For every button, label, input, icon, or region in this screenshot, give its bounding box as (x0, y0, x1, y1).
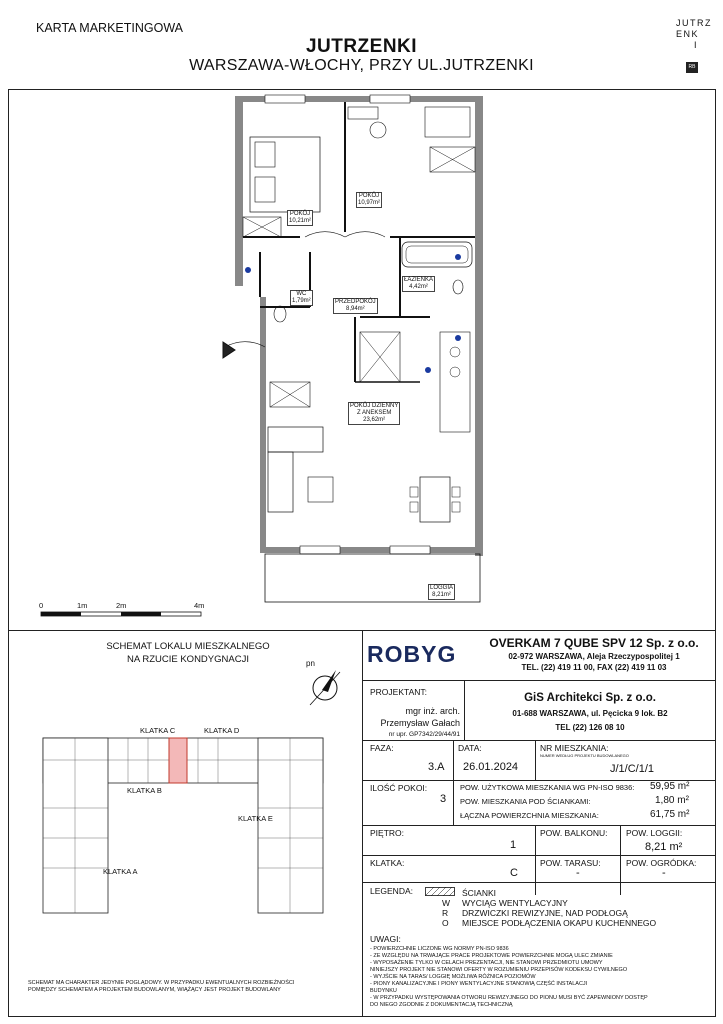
divider (362, 630, 363, 1017)
data-value: 26.01.2024 (463, 761, 519, 773)
uwagi-title: UWAGI: (370, 934, 401, 944)
legend-symbol: R (442, 908, 449, 918)
loggia-value: 8,21 m² (645, 841, 683, 853)
investor-name: OVERKAM 7 QUBE SPV 12 Sp. z o.o. (489, 636, 699, 650)
schema-title-2: NA RZUCIE KONDYGNACJI (127, 654, 249, 665)
pokoje-label: ILOŚĆ POKOI: (370, 783, 428, 793)
klatka-c-label: KLATKA C (140, 726, 176, 735)
scale-label: 2m (116, 601, 127, 610)
ps-label: POW. MIESZKANIA POD ŚCIANKAMI: (460, 797, 591, 806)
schema-title-1: SCHEMAT LOKALU MIESZKALNEGO (106, 641, 270, 652)
klatka-d-label: KLATKA D (204, 726, 240, 735)
schema-note: SCHEMAT MA CHARAKTER JEDYNIE POGLĄDOWY. W PRZYPADKU EWENTUALNYCH ROZBIEŻNOŚCI POMIĘDZY SCHEMATEM A PROJEKTEM BUDOWLANYM, WIĄŻĄCY JEST PROJEKT BUDOWLANY (28, 980, 295, 993)
floor-plan (220, 92, 490, 612)
card-type: KARTA MARKETINGOWA (36, 21, 184, 35)
investor-phone: TEL. (22) 419 11 00, FAX (22) 419 11 03 (521, 663, 667, 672)
room-label-wc: WC 1,79m² (292, 291, 311, 304)
klatka-a-label: KLATKA A (103, 867, 138, 876)
pl-label: ŁĄCZNA POWIERZCHNIA MIESZKANIA: (460, 811, 599, 820)
ogrodek-label: POW. OGRÓDKA: (626, 858, 697, 868)
faza-label: FAZA: (370, 743, 394, 753)
selected-unit-highlight (169, 738, 187, 783)
uwagi-list: - POWIERZCHNIE LICZONE WG NORMY PN-ISO 9836 - ZE WZGLĘDU NA TRWAJĄCE PRACE PROJEKTOWE POWIERZCHNIE MOGĄ ULEC ZMIANIE - WYPOSAŻENIE TYLKO W CELACH PREZENTACJI, NIE STANOWI PRZEDMIOTU UMOWY NINIEJSZY PROJEKT NIE STANOWI OFERTY W ROZUMIENIU PRZEPISÓW KODEKSU CYWILNEGO - WYJŚCIE NA TARAS/ LOGGIĘ MOŻLIWA RÓŻNICA POZIOMÓW - PIONY KANALIZACYJNE I PIONY WENTYLACYJNE STANOWIĄ CZĘŚĆ INSTALACJI BUDYNKU - W PRZYPADKU WYSTĘPOWANIA OTWORU REWIZYJNEGO DO PIONU MUSI BYĆ ZAPEWNIONY DOSTĘP DO NIEGO ZGODNIE Z DOKUMENTACJĄ TECHNICZNĄ (370, 946, 648, 1008)
balkon-label: POW. BALKONU: (540, 828, 608, 838)
scale-label: 0 (39, 601, 44, 610)
pietro-label: PIĘTRO: (370, 828, 405, 838)
designer-label: PROJEKTANT: (370, 687, 427, 697)
klatka-e-label: KLATKA E (238, 814, 273, 823)
room-label-bathroom: ŁAZIENKA 4,42m² (404, 277, 434, 290)
jutrzenki-logo: JUTRZ ENK I (676, 18, 712, 50)
robyg-logo: ROBYG (367, 641, 457, 667)
hatch-icon (425, 887, 455, 896)
pl-value: 61,75 m² (650, 809, 690, 820)
legend-item: ŚCIANKI (462, 888, 497, 898)
designer-title: mgr inż. arch. (405, 706, 460, 716)
nr-label: NR MIESZKANIA: (540, 743, 609, 753)
compass-label: pn (306, 659, 315, 668)
legend-item: DRZWICZKI REWIZYJNE, NAD PODŁOGĄ (462, 908, 628, 918)
legend-item: WYCIĄG WENTYLACYJNY (462, 898, 568, 908)
designer-phone: TEL (22) 126 08 10 (555, 723, 625, 732)
faza-value: 3.A (428, 761, 445, 773)
loggia-label: POW. LOGGII: (626, 828, 683, 838)
building-schema (38, 728, 328, 918)
ps-value: 1,80 m² (655, 795, 689, 806)
legend-symbol: O (442, 918, 449, 928)
klatka-label: KLATKA: (370, 858, 405, 868)
compass-icon (300, 660, 350, 715)
designer-company: GiS Architekci Sp. z o.o. (524, 692, 656, 704)
legend-symbol: W (442, 898, 451, 908)
pu-label: POW. UŻYTKOWA MIESZKANIA WG PN-ISO 9836: (460, 783, 635, 792)
scale-label: 1m (77, 601, 88, 610)
taras-value: - (576, 867, 580, 879)
taras-label: POW. TARASU: (540, 858, 601, 868)
legend-item: MIEJSCE PODŁĄCZENIA OKAPU KUCHENNEGO (462, 918, 657, 928)
klatka-value: C (510, 867, 518, 879)
pietro-value: 1 (510, 839, 517, 851)
designer-address: 01-688 WARSZAWA, ul. Pęcicka 9 lok. B2 (512, 709, 668, 718)
klatka-b-label: KLATKA B (127, 786, 162, 795)
data-label: DATA: (458, 743, 482, 753)
ogrodek-value: - (662, 867, 666, 879)
nr-sublabel: NUMER WEDŁUG PROJEKTU BUDOWLANEGO (540, 753, 629, 758)
page-subtitle: WARSZAWA-WŁOCHY, PRZY UL.JUTRZENKI (189, 57, 534, 74)
scale-bar (38, 608, 208, 622)
nr-value: J/1/C/1/1 (610, 763, 655, 775)
designer-name: Przemysław Gałach (380, 718, 460, 728)
room-label-loggia: LOGGIA 8,21m² (430, 585, 454, 598)
room-label-bedroom-2: POKÓJ 10,97m² (358, 193, 381, 206)
room-label-bedroom-1: POKÓJ 10,21m² (289, 211, 312, 224)
room-label-living: POKÓJ DZIENNY Z ANEKSEM 23,62m² (350, 403, 399, 423)
designer-licence: nr upr. GP7342/29/44/91 (388, 731, 460, 738)
investor-address: 02-972 WARSZAWA, Aleja Rzeczypospolitej 1 (508, 652, 680, 661)
logo-badge: RB (686, 62, 698, 73)
legend-title: LEGENDA: (370, 886, 413, 896)
room-label-hall: PRZEDPOKÓJ 8,94m² (335, 299, 376, 312)
scale-label: 4m (194, 601, 205, 610)
page-title: JUTRZENKI (305, 36, 418, 57)
pu-value: 59,95 m² (650, 781, 690, 792)
pokoje-value: 3 (440, 793, 447, 805)
